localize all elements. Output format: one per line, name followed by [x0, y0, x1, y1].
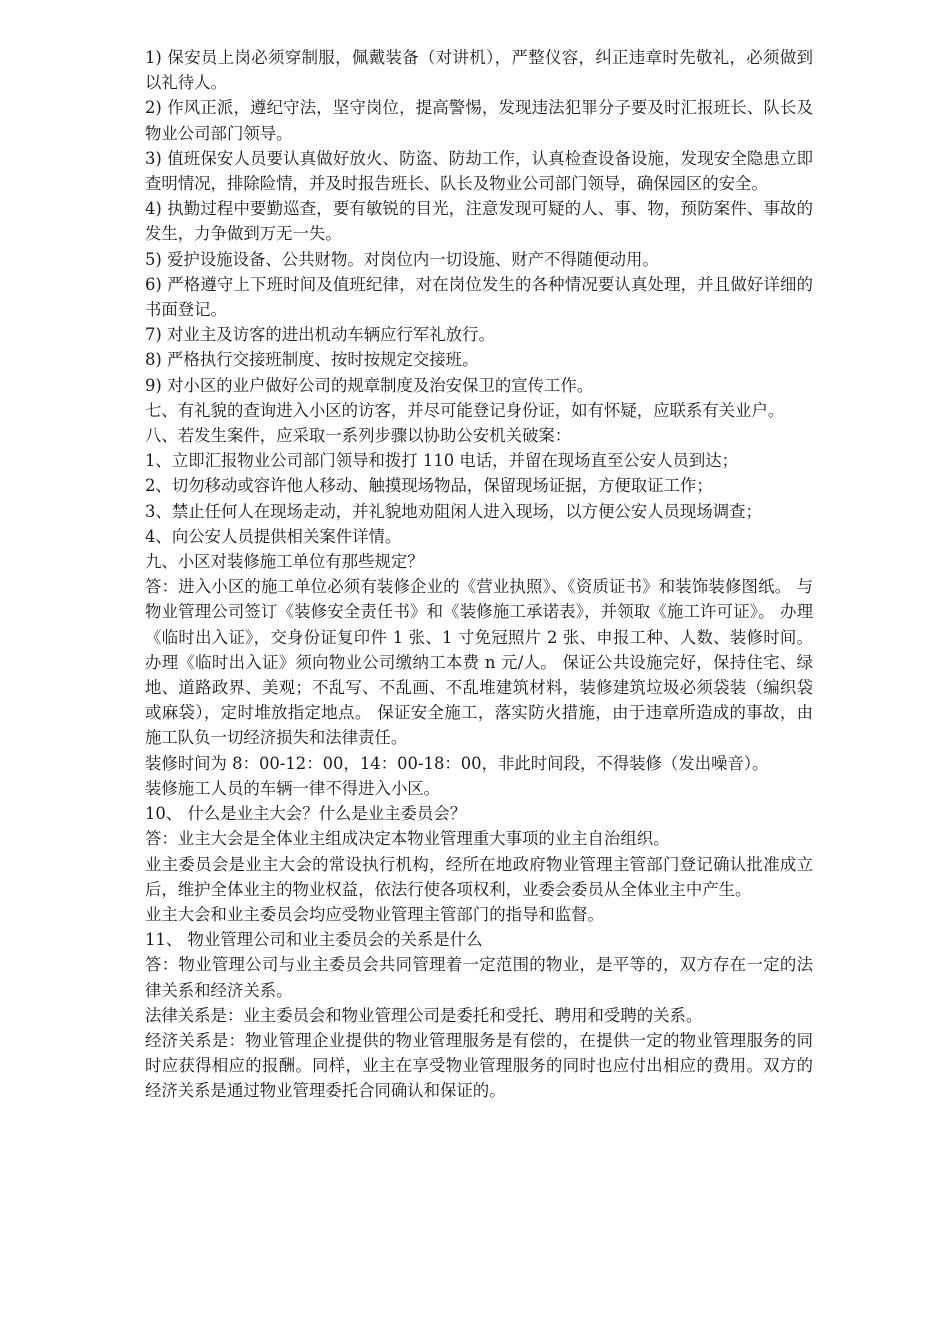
- section-9-question: 九、小区对装修施工单位有那些规定？: [145, 552, 424, 572]
- section-9-answer: 答：进入小区的施工单位必须有装修企业的《营业执照》、《资质证书》和装饰装修图纸。 与物业管理公司签订《装修安全责任书》和《装修施工承诺表》，并领取《施工许可证》。 办理《临时出入证》，交身份证复印件 1 张、1 寸免冠照片 2 张、申报工种、人数、装修时间。办理《临时出入证》须向物业公司缴纳工本费 n 元/人。 保证公共设施完好，保持住宅、绿地、道路政界、美观；不乱写、不乱画、不乱堆建筑材料，装修建筑垃圾必须袋装（编织袋或麻袋），定时堆放指定地点。 保证安全施工，落实防火措施，由于违章所造成的事故，由施工队负一切经济损失和法律责任。: [145, 577, 813, 748]
- section-7: 七、有礼貌的查询进入小区的访客，并尽可能登记身份证，如有怀疑，应联系有关业户。: [145, 400, 785, 420]
- section-8-step-3: 3、禁止任何人在现场走动，并礼貌地劝阻闲人进入现场，以方便公安人员现场调查；: [145, 501, 762, 521]
- renovation-vehicles: 装修施工人员的车辆一律不得进入小区。: [145, 778, 441, 798]
- renovation-hours: 装修时间为 8：00-12：00，14：00-18：00，非此时间段，不得装修（发出噪音）。: [145, 753, 769, 773]
- section-8-step-2: 2、切勿移动或容许他人移动、触摸现场物品，保留现场证据，方便取证工作；: [145, 476, 713, 496]
- document-body: [145, 45, 813, 1104]
- section-11-answer: 答：物业管理公司与业主委员会共同管理着一定范围的物业，是平等的，双方存在一定的法律关系和经济关系。: [145, 955, 813, 1000]
- economic-relationship: 经济关系是：物业管理企业提供的物业管理服务是有偿的，在提供一定的物业管理服务的同时应获得相应的报酬。同样，业主在享受物业管理服务的同时也应付出相应的费用。双方的经济关系是通过物业管理委托合同确认和保证的。: [145, 1030, 813, 1101]
- section-8-step-4: 4、向公安人员提供相关案件详情。: [145, 526, 402, 546]
- legal-relationship: 法律关系是：业主委员会和物业管理公司是委托和受托、聘用和受聘的关系。: [145, 1005, 703, 1025]
- supervision-note: 业主大会和业主委员会均应受物业管理主管部门的指导和监督。: [145, 904, 604, 924]
- section-10-question: 10、 什么是业主大会？什么是业主委员会？: [145, 804, 467, 824]
- section-11-question: 11、 物业管理公司和业主委员会的关系是什么: [145, 930, 483, 950]
- rule-8: 8) 严格执行交接班制度、按时按规定交接班。: [145, 350, 479, 370]
- rule-4: 4) 执勤过程中要勤巡查，要有敏锐的目光，注意发现可疑的人、事、物，预防案件、事故的发生，力争做到万无一失。: [145, 199, 813, 244]
- section-8-step-1: 1、立即汇报物业公司部门领导和拨打 110 电话，并留在现场直至公安人员到达；: [145, 451, 739, 471]
- rule-7: 7) 对业主及访客的进出机动车辆应行军礼放行。: [145, 325, 495, 345]
- rule-6: 6) 严格遵守上下班时间及值班纪律，对在岗位发生的各种情况要认真处理，并且做好详细的书面登记。: [145, 274, 813, 320]
- rule-5: 5) 爱护设施设备、公共财物。对岗位内一切设施、财产不得随便动用。: [145, 249, 659, 269]
- owners-committee-definition: 业主委员会是业主大会的常设执行机构，经所在地政府物业管理主管部门登记确认批准成立后，维护全体业主的物业权益，依法行使各项权利，业委会委员从全体业主中产生。: [145, 854, 813, 899]
- section-8-heading: 八、若发生案件，应采取一系列步骤以协助公安机关破案：: [145, 426, 572, 446]
- rule-2: 2) 作风正派，遵纪守法，坚守岗位，提高警惕，发现违法犯罪分子要及时汇报班长、队长及物业公司部门领导。: [145, 98, 813, 143]
- section-10-answer: 答：业主大会是全体业主组成决定本物业管理重大事项的业主自治组织。: [145, 829, 670, 849]
- rule-9: 9) 对小区的业户做好公司的规章制度及治安保卫的宣传工作。: [145, 375, 594, 395]
- rule-1: 1) 保安员上岗必须穿制服，佩戴装备（对讲机），严整仪容，纠正违章时先敬礼，必须做到以礼待人。: [145, 48, 813, 93]
- rule-3: 3) 值班保安人员要认真做好放火、防盗、防劫工作，认真检查设备设施，发现安全隐患立即查明情况，排除险情，并及时报告班长、队长及物业公司部门领导，确保园区的安全。: [145, 148, 813, 194]
